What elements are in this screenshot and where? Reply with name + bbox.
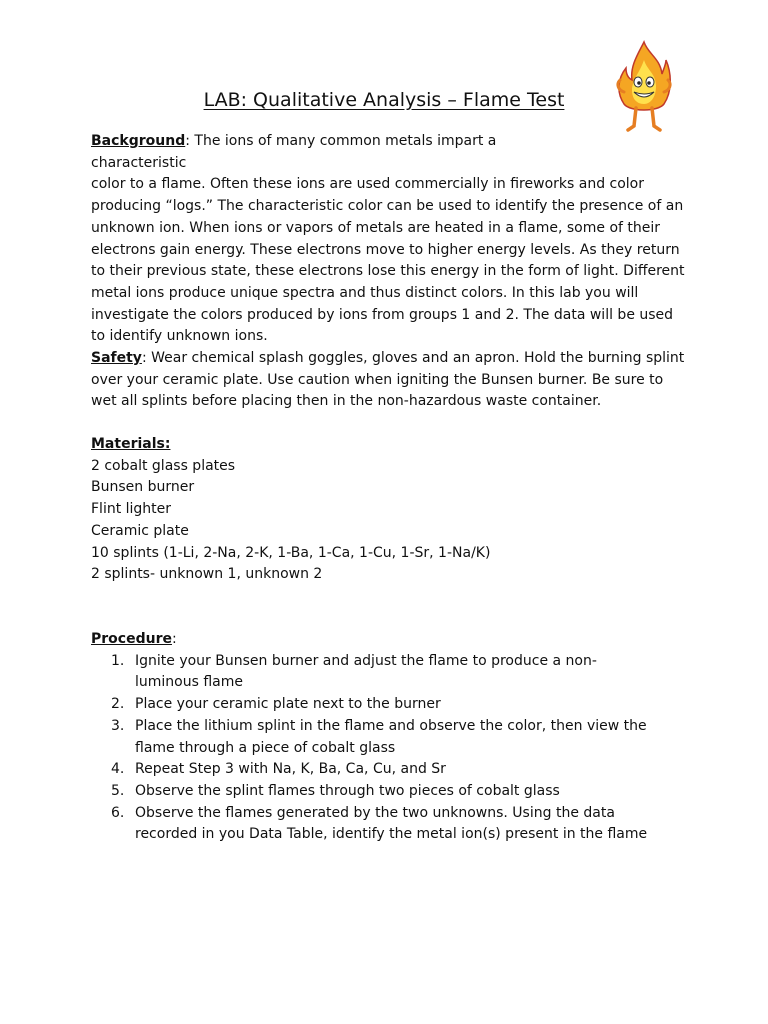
- background-text: color to a flame. Often these ions are used commercially in fireworks and color producing “logs.” The characteristic color can be used to identify the presence of an unknown ion. When ions or vapors of metals are heated in a flame, some of their electrons gain energy. These electrons move to higher energy levels. As they return to their previous state, these electrons lose this energy in the form of light. Different metal ions produce unique spectra and thus distinct colors. In this lab you will investigate the colors produced by ions from groups 1 and 2. The data will be used to identify unknown ions.: [91, 176, 685, 345]
- materials-item: Ceramic plate: [91, 522, 189, 539]
- materials-item: 2 splints- unknown 1, unknown 2: [91, 566, 323, 583]
- materials-section: [91, 434, 691, 586]
- procedure-step: 3. Place the lithium splint in the flame and observe the color, then view the flame through a piece of cobalt glass: [111, 717, 647, 756]
- materials-heading: Materials:: [91, 436, 171, 452]
- procedure-step: 2. Place your ceramic plate next to the burner: [111, 696, 441, 713]
- safety-heading: Safety: [91, 350, 142, 366]
- background-text-line1: The ions of many common metals impart a characteristic: [91, 133, 497, 171]
- procedure-heading: Procedure: [91, 631, 172, 647]
- procedure-step: 4. Repeat Step 3 with Na, K, Ba, Ca, Cu, and Sr: [111, 761, 446, 778]
- materials-item: Flint lighter: [91, 501, 172, 518]
- page-title: LAB: Qualitative Analysis – Flame Test: [203, 89, 565, 111]
- materials-item: 2 cobalt glass plates: [91, 457, 236, 474]
- procedure-step: 1. Ignite your Bunsen burner and adjust the flame to produce a non- luminous flame: [111, 652, 597, 691]
- procedure-step: 5. Observe the splint flames through two pieces of cobalt glass: [111, 782, 560, 799]
- procedure-steps: [91, 651, 691, 846]
- safety-section: Safety: Wear chemical splash goggles, gloves and an apron. Hold the burning splint over your ceramic plate. Use caution when igniting the Bunsen burner. Be sure to wet all splints before placing then in the non-hazardous waste container.: [91, 350, 685, 410]
- materials-item: Bunsen burner: [91, 479, 195, 496]
- safety-text: Wear chemical splash goggles, gloves and an apron. Hold the burning splint over your ceramic plate. Use caution when igniting the Bunsen burner. Be sure to wet all splints before placing then in the non-hazardous waste container.: [91, 350, 685, 410]
- materials-item: 10 splints (1-Li, 2-Na, 2-K, 1-Ba, 1-Ca, 1-Cu, 1-Sr, 1-Na/K): [91, 544, 491, 561]
- background-section: Background: The ions of many common metals impart a characteristic color to a flame. Often these ions are used commercially in fireworks and color producing “logs.” The characteristic color can be used to identify the presence of an unknown ion. When ions or vapors of metals are heated in a flame, some of their electrons gain energy. These electrons move to higher energy levels. As they return to their previous state, these electrons lose this energy in the form of light. Different metal ions produce unique spectra and thus distinct colors. In this lab you will investigate the colors produced by ions from groups 1 and 2. The data will be used to identify unknown ions.: [91, 133, 685, 345]
- procedure-section: Procedure: 1. Ignite your Bunsen burner and adjust the flame to produce a non- luminous flame 2. Place your ceramic plate next to the burner 3. Place the lithium splint in the flame and observe the color, then view the flame through a piece of cobalt glass 4. Repeat Step 3 with Na, K, Ba, Ca, Cu, and Sr 5. Observe the splint flames through two pieces of cobalt glass 6. Observe the flames generated by the two unknowns. Using the data recorded in you Data Table, identify the metal ion(s) present in the flame: [91, 629, 691, 846]
- procedure-step: 6. Observe the flames generated by the two unknowns. Using the data recorded in you Data Table, identify the metal ion(s) present in the flame: [111, 804, 648, 843]
- background-heading: Background: [91, 133, 186, 149]
